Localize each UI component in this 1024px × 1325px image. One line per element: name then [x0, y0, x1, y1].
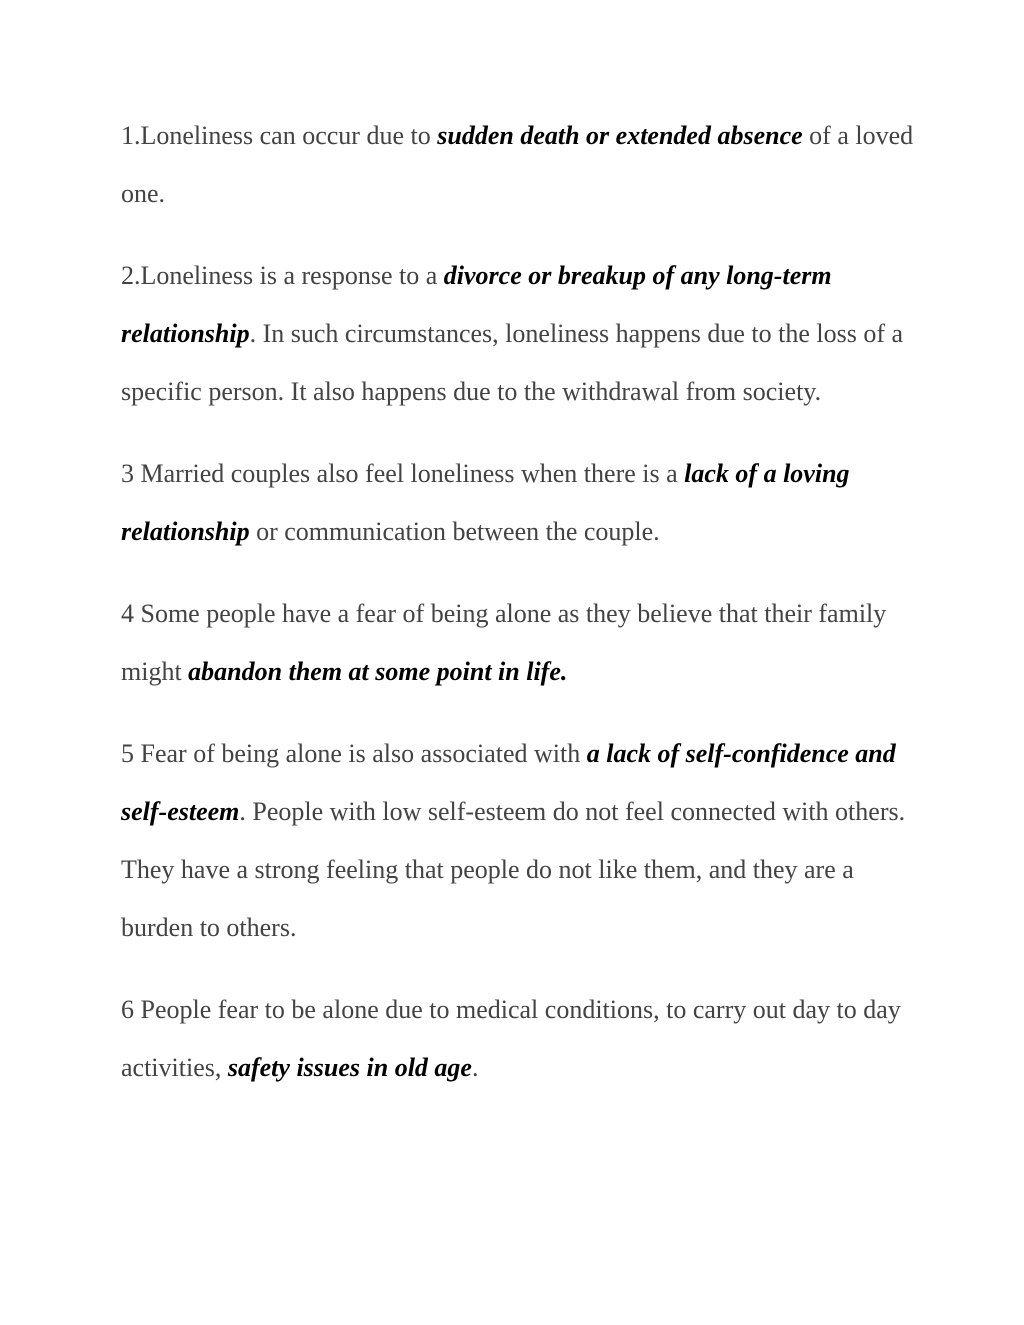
paragraph-text: of a loved one.: [121, 121, 914, 208]
emphasis-text: safety issues in old age: [227, 1053, 472, 1082]
paragraph-text: .: [471, 1053, 479, 1082]
paragraph-6: [121, 981, 921, 1097]
emphasis-text: abandon them at some point in life.: [188, 657, 568, 686]
paragraph-text: 6 People fear to be alone due to medical conditions, to carry out day to day activities,: [121, 995, 901, 1082]
paragraph-text: 3 Married couples also feel loneliness when there is a: [121, 459, 685, 488]
paragraph-text: . In such circumstances, loneliness happens due to the loss of a specific person. It also happens due to the withdrawal from society.: [121, 319, 904, 406]
emphasis-text: a lack of self-confidence and self-esteem: [121, 739, 896, 826]
paragraph-3: [121, 445, 921, 561]
paragraph-text: 5 Fear of being alone is also associated with: [121, 739, 587, 768]
paragraph-4: [121, 585, 921, 701]
paragraph-text: 2.Loneliness is a response to a: [121, 261, 444, 290]
document-body: [121, 107, 921, 1121]
paragraph-2: [121, 247, 921, 421]
paragraph-5: [121, 725, 921, 957]
emphasis-text: lack of a loving relationship: [121, 459, 850, 546]
paragraph-text: 4 Some people have a fear of being alone as they believe that their family might: [121, 599, 887, 686]
paragraph-text: . People with low self-esteem do not feel connected with others. They have a strong feeling that people do not like them, and they are a burden to others.: [121, 797, 906, 942]
paragraph-1: [121, 107, 921, 223]
paragraph-text: or communication between the couple.: [249, 517, 660, 546]
emphasis-text: sudden death or extended absence: [437, 121, 803, 150]
paragraph-text: 1.Loneliness can occur due to: [121, 121, 438, 150]
emphasis-text: divorce or breakup of any long-term relationship: [121, 261, 832, 348]
